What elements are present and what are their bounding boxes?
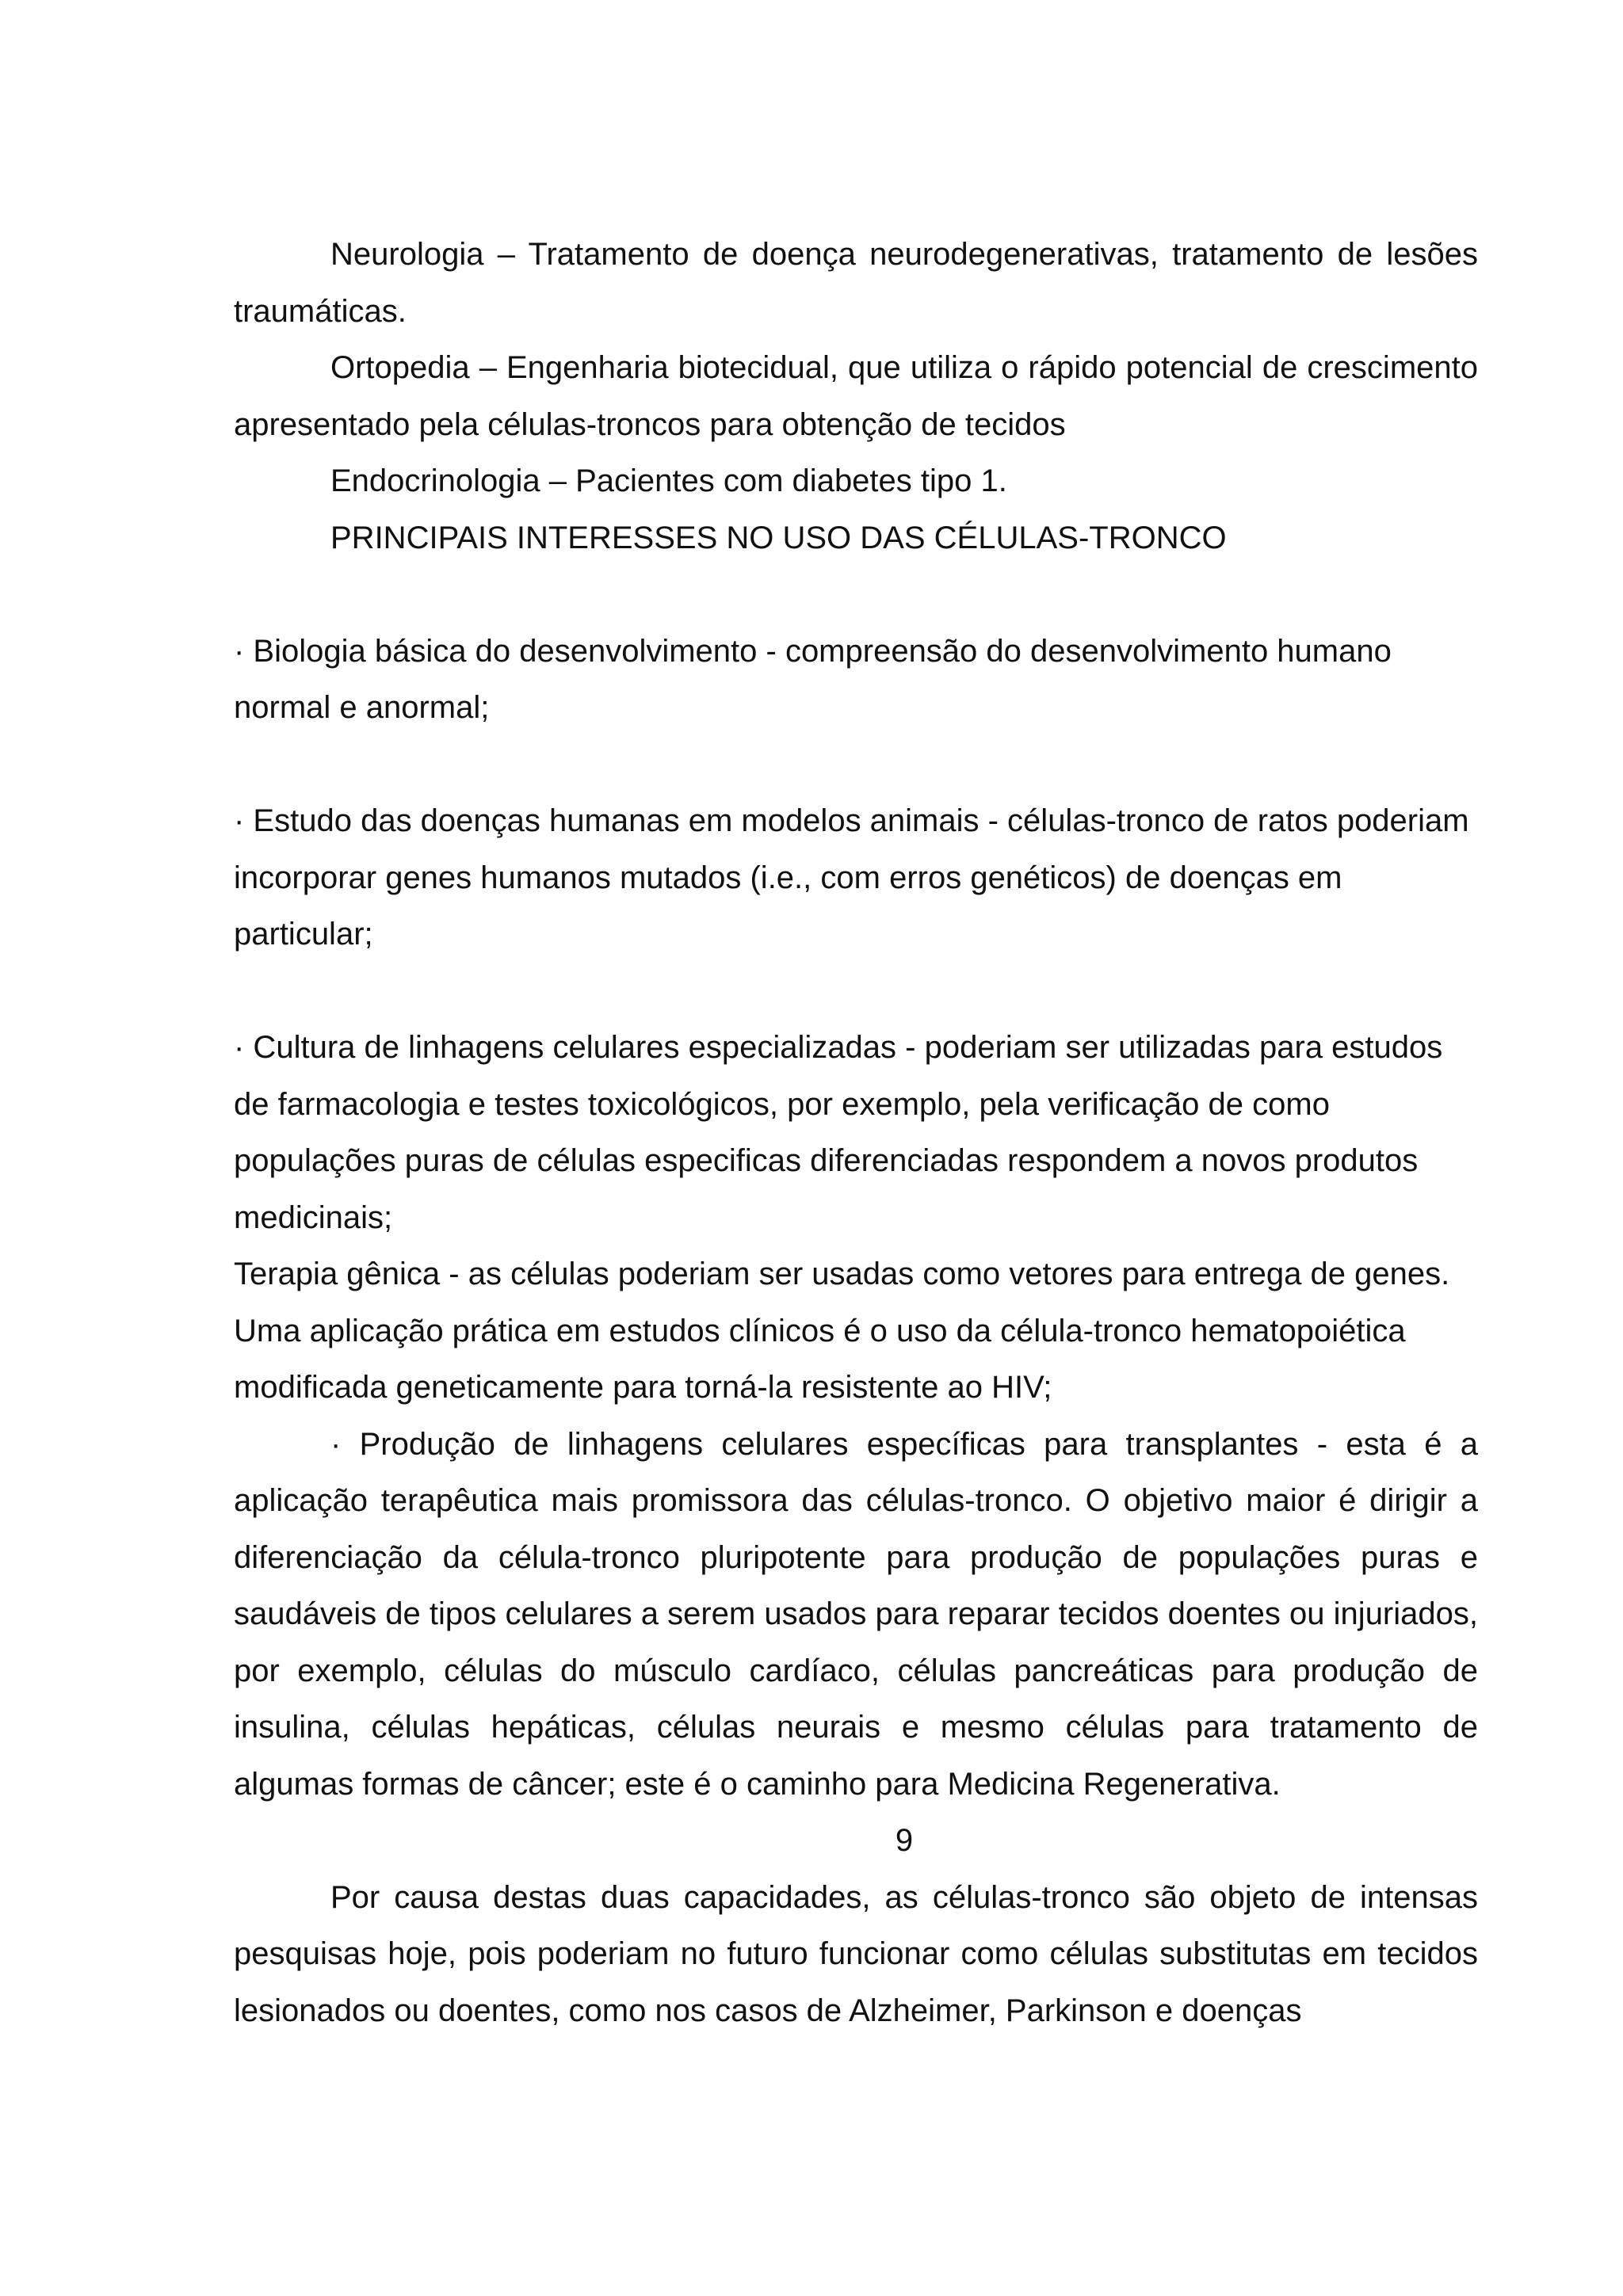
page-content <box>234 227 1478 2039</box>
paragraph-terapia: Terapia gênica - as células poderiam ser usadas como vetores para entrega de genes. Uma aplicação prática em estudos clínicos é o uso da célula-tronco hematopoiética modificada geneticamente para torná-la resistente ao HIV; <box>234 1257 1450 1405</box>
bullet-biologia: · Biologia básica do desenvolvimento - compreensão do desenvolvimento humano normal e anormal; <box>234 633 1392 725</box>
paragraph-endocrinologia: Endocrinologia – Pacientes com diabetes tipo 1. <box>330 463 1007 498</box>
bullet-cultura: · Cultura de linhagens celulares especializadas - poderiam ser utilizadas para estudos de farmacologia e testes toxicológicos, por exemplo, pela verificação de como populações puras de células especificas diferenciadas respondem a novos produtos medicinais; <box>234 1030 1443 1235</box>
blank-line <box>234 566 1478 624</box>
page-number: 9 <box>895 1823 914 1858</box>
paragraph-ortopedia: Ortopedia – Engenharia biotecidual, que utiliza o rápido potencial de crescimento apresentado pela células-troncos para obtenção de tecidos <box>234 350 1478 442</box>
paragraph-causa: Por causa destas duas capacidades, as células-tronco são objeto de intensas pesquisas hoje, pois poderiam no futuro funcionar como células substitutas em tecidos lesionados ou doentes, como nos casos de Alzheimer, Parkinson e doenças <box>234 1879 1478 2028</box>
paragraph-neurologia: Neurologia – Tratamento de doença neurodegenerativas, tratamento de lesões traumáticas. <box>234 237 1478 329</box>
blank-line <box>234 737 1478 794</box>
section-heading: PRINCIPAIS INTERESSES NO USO DAS CÉLULAS-TRONCO <box>330 520 1227 555</box>
blank-line <box>234 963 1478 1020</box>
paragraph-producao: · Produção de linhagens celulares específicas para transplantes - esta é a aplicação terapêutica mais promissora das células-tronco. O objetivo maior é dirigir a diferenciação da célula-tronco pluripotente para produção de populações puras e saudáveis de tipos celulares a serem usados para reparar tecidos doentes ou injuriados, por exemplo, células do músculo cardíaco, células pancreáticas para produção de insulina, células hepáticas, células neurais e mesmo células para tratamento de algumas formas de câncer; este é o caminho para Medicina Regenerativa. <box>234 1426 1478 1802</box>
bullet-estudo: · Estudo das doenças humanas em modelos animais - células-tronco de ratos poderiam incorporar genes humanos mutados (i.e., com erros genéticos) de doenças em particular; <box>234 803 1469 952</box>
